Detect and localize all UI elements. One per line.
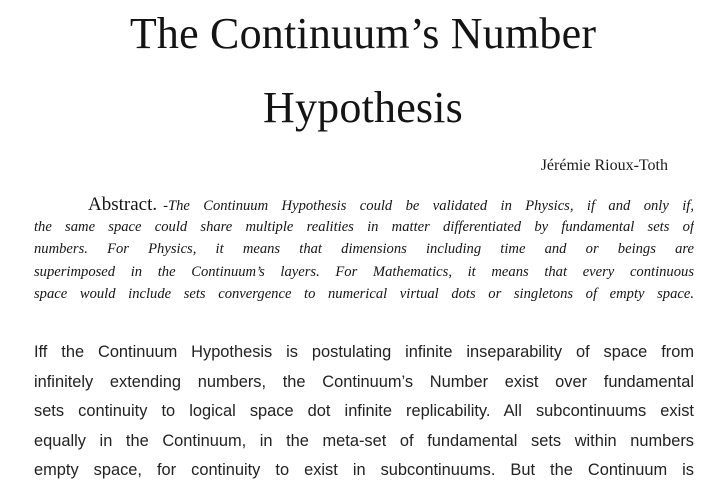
body-line: sets continuity to logical space dot infinite replicability. All subcontinuums exist (34, 402, 694, 420)
abstract-line (34, 194, 694, 216)
body-line: Iff the Continuum Hypothesis is postulating infinite inseparability of space from (34, 343, 694, 361)
body-line: equally in the Continuum, in the meta-set of fundamental sets within numbers (34, 431, 694, 450)
paper-title-line-2: Hypothesis (263, 83, 463, 132)
abstract-line: space would include sets convergence to numerical virtual dots or singletons of empty space. (34, 285, 694, 302)
body-line: empty space, for continuity to exist in subcontinuums. But the Continuum is (34, 461, 694, 479)
body-paragraph (34, 338, 694, 486)
abstract (34, 194, 694, 305)
abstract-line: numbers. For Physics, it means that dimensions including time and or beings are (34, 241, 694, 258)
paper-title-line-1: The Continuum’s Number (129, 9, 597, 58)
abstract-heading: Abstract. (88, 194, 158, 215)
abstract-text: -The Continuum Hypothesis could be validated in Physics, if and only if, (163, 198, 694, 214)
body-line: infinitely extending numbers, the Continuum’s Number exist over fundamental (34, 372, 694, 391)
abstract-line: the same space could share multiple realities in matter differentiated by fundamental sets of (34, 219, 694, 236)
author-name: Jérémie Rioux-Toth (540, 157, 668, 174)
abstract-line: superimposed in the Continuum’s layers. For Mathematics, it means that every continuous (34, 263, 694, 280)
